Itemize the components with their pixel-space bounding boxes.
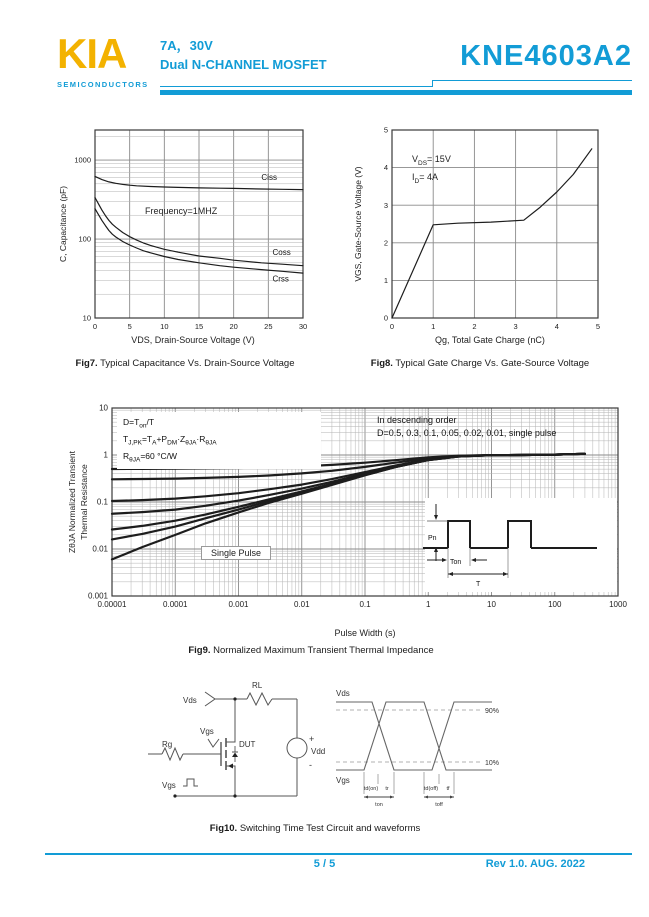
svg-text:1: 1 — [426, 600, 431, 609]
svg-text:15: 15 — [194, 322, 204, 329]
vgs-probe-icon — [208, 739, 219, 747]
mosfet-source-arrow — [228, 764, 233, 769]
wave-tdoff-label: td(off) — [423, 786, 439, 792]
fig8-caption — [335, 358, 625, 369]
svg-text:0: 0 — [389, 322, 395, 329]
fig10-caption — [0, 823, 630, 834]
wave-ton-label: ton — [375, 802, 383, 808]
svg-text:10: 10 — [82, 313, 91, 323]
inset-pn-label: Pn — [428, 535, 437, 542]
svg-text:3: 3 — [513, 322, 518, 329]
svg-text:100: 100 — [548, 600, 562, 609]
fig10-switching-test — [140, 676, 510, 821]
fig9-formula-duty: $D=T_{on}/T$ — [123, 417, 155, 430]
svg-text:10: 10 — [99, 403, 108, 413]
svg-text:2: 2 — [472, 322, 477, 329]
device-spec — [160, 37, 327, 75]
header-rule-left — [160, 86, 432, 87]
fig7-chart-svg — [55, 122, 313, 329]
page-number: 5 / 5 — [313, 858, 336, 870]
rg-resistor — [162, 748, 183, 760]
vds-probe-icon — [205, 692, 215, 706]
inset-ton-label: Ton — [450, 559, 462, 566]
fig8-annotation-vds: $V_{DS}= 15V$ — [412, 154, 451, 167]
fig9-legend-line2: D=0.5, 0.3, 0.1, 0.05, 0.02, 0.01, single pulse — [377, 427, 557, 438]
fig9-y-axis-label-line2: Thermal Resistance — [79, 464, 89, 540]
circuit-rl-label: RL — [252, 681, 263, 690]
header-bar — [160, 90, 632, 95]
wave-toff-label: toff — [435, 802, 443, 808]
svg-text:5: 5 — [383, 125, 388, 135]
svg-text:100: 100 — [78, 234, 91, 244]
part-number: KNE4603A2 — [460, 40, 632, 72]
wave-90pct-label: 90% — [485, 708, 500, 715]
svg-text:2: 2 — [383, 238, 388, 248]
fig8-x-axis-label: Qg, Total Gate Charge (nC) — [435, 335, 545, 345]
svg-text:5: 5 — [595, 322, 601, 329]
fig8-annotation-id: $I_D= 4A$ — [412, 172, 438, 185]
fig9-x-axis-label: Pulse Width (s) — [334, 628, 396, 638]
vgs-waveform — [336, 702, 492, 770]
fig8-caption-number: Fig8. — [370, 358, 393, 369]
fig9-formula-box — [117, 412, 321, 469]
svg-text:Coss: Coss — [272, 247, 291, 257]
svg-text:10: 10 — [160, 322, 169, 329]
fig8-gate-charge-chart — [350, 122, 612, 369]
svg-text:1000: 1000 — [609, 600, 627, 609]
fig7-caption-text: Typical Capacitance Vs. Drain-Source Voltage — [97, 358, 295, 369]
wave-tdon-label: td(on) — [363, 786, 379, 792]
svg-text:20: 20 — [229, 322, 238, 329]
svg-text:Crss: Crss — [272, 274, 289, 284]
svg-text:0: 0 — [383, 313, 388, 323]
fig9-caption-text: Normalized Maximum Transient Thermal Impedance — [210, 645, 434, 656]
fig9-legend-line1: In descending order — [377, 415, 457, 425]
svg-text:4: 4 — [383, 163, 388, 173]
fig9-thermal-impedance-chart — [55, 398, 635, 666]
svg-text:0.1: 0.1 — [359, 600, 371, 609]
kia-logo: KIA — [57, 30, 127, 77]
svg-text:0: 0 — [92, 322, 98, 329]
fig9-caption-number: Fig9. — [188, 645, 211, 656]
svg-text:1: 1 — [431, 322, 436, 329]
circuit-vdd-label: Vdd — [311, 747, 326, 756]
svg-text:0.0001: 0.0001 — [163, 600, 188, 609]
wave-vgs-label: Vgs — [336, 776, 350, 785]
fig9-caption — [55, 645, 567, 656]
svg-text:5: 5 — [127, 322, 132, 329]
fig8-y-axis-label: VGS, Gate-Source Voltage (V) — [353, 166, 363, 282]
revision-label: Rev 1.0. AUG. 2022 — [485, 858, 585, 870]
fig7-y-axis-label: C, Capacitance (pF) — [58, 185, 68, 263]
svg-text:10: 10 — [487, 600, 496, 609]
svg-text:Ciss: Ciss — [261, 172, 277, 182]
fig10-caption-number: Fig10. — [209, 823, 238, 834]
fig9-formula-tjpk: $T_{J,PK}=T_A+P_{DM}\cdot Z_{\theta JA}\cdot R_{\theta JA}$ — [123, 434, 217, 447]
fig7-caption-number: Fig7. — [75, 358, 98, 369]
svg-text:4: 4 — [554, 322, 559, 329]
fig9-legend — [377, 414, 556, 439]
svg-text:0.01: 0.01 — [92, 544, 108, 554]
wave-tr-label: tr — [385, 786, 389, 792]
fig7-annotation-frequency: Frequency=1MHZ — [145, 206, 218, 216]
device-spec-line2: Dual N-CHANNEL MOSFET — [160, 56, 327, 72]
fig8-chart-svg — [350, 122, 608, 329]
fig7-capacitance-chart — [55, 122, 317, 369]
body-diode-arrow — [232, 753, 238, 758]
svg-text:1: 1 — [383, 276, 388, 285]
fig10-caption-text: Switching Time Test Circuit and waveforms — [237, 823, 421, 834]
circuit-minus-label: - — [309, 760, 312, 770]
fig9-single-pulse-label: Single Pulse — [201, 546, 271, 560]
fig9-pulse-inset — [421, 496, 621, 596]
wave-tf-label: tf — [446, 786, 450, 792]
svg-text:0.001: 0.001 — [228, 600, 249, 609]
inset-background — [425, 498, 617, 592]
circuit-plus-label: + — [309, 734, 315, 744]
footer-rule — [45, 853, 632, 855]
fig9-y-axis-label-line1: ZθJA Normalized Transient — [67, 450, 77, 554]
wave-10pct-label: 10% — [485, 760, 500, 767]
circuit-vin-label: Vgs — [162, 781, 176, 790]
circuit-rg-label: Rg — [162, 740, 173, 749]
svg-text:30: 30 — [298, 322, 308, 329]
svg-text:0.00001: 0.00001 — [97, 600, 127, 609]
svg-text:25: 25 — [264, 322, 273, 329]
svg-text:3: 3 — [383, 200, 388, 210]
circuit-vgs-label: Vgs — [200, 727, 214, 736]
kia-logo-subtext: SEMICONDUCTORS — [57, 80, 149, 89]
circuit-dut-label: DUT — [239, 740, 256, 749]
fig10-diagram-svg — [140, 676, 510, 821]
svg-text:0.1: 0.1 — [96, 497, 108, 507]
fig7-caption — [45, 358, 325, 369]
header-rule-step — [432, 80, 433, 87]
threshold-dashed-lines — [336, 710, 482, 762]
svg-text:0.001: 0.001 — [87, 591, 108, 601]
svg-text:1: 1 — [103, 450, 108, 460]
svg-text:0.01: 0.01 — [293, 600, 310, 609]
fig9-formula-rtheta: $R_{\theta JA}=60$ °C/W — [123, 451, 178, 464]
wave-vds-label: Vds — [336, 689, 350, 698]
inset-t-label: T — [476, 581, 481, 588]
device-spec-line1: 7A，30V — [160, 38, 213, 53]
vdd-source-icon — [287, 738, 307, 758]
circuit-junctions — [173, 697, 238, 797]
switching-waveforms — [336, 702, 492, 799]
vds-waveform — [336, 702, 492, 770]
svg-text:1000: 1000 — [74, 155, 91, 165]
header-rule-right — [432, 80, 632, 81]
fig8-caption-text: Typical Gate Charge Vs. Gate-Source Voltage — [392, 358, 590, 369]
fig7-x-axis-label: VDS, Drain-Source Voltage (V) — [131, 335, 255, 345]
pulse-input-icon — [183, 779, 198, 786]
circuit-vds-label: Vds — [183, 696, 197, 705]
